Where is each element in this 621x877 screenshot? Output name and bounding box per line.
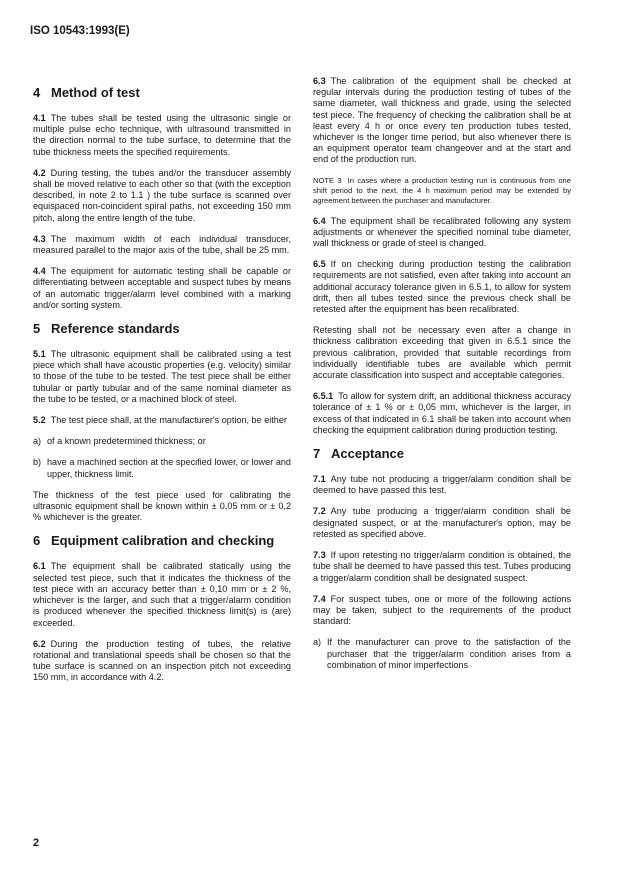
clause-text: The equipment for automatic testing shall be capable or differentiating between acceptable and suspect tubes by means of an automatic trigger/alarm level combined with a marking and/or sorting system. <box>33 266 291 310</box>
clause-number: 4.3 <box>33 233 46 244</box>
section-title: Acceptance <box>331 446 404 462</box>
clause-5-1 <box>33 349 291 405</box>
section-number: 4 <box>33 85 41 100</box>
section-number: 7 <box>313 446 321 462</box>
clause-number: 6.3 <box>313 76 326 86</box>
clause-number: 7.3 <box>313 550 326 561</box>
clause-number: 4.2 <box>33 167 46 178</box>
list-marker: a) <box>33 436 42 447</box>
clause-number: 7.4 <box>313 593 326 604</box>
list-text: If the manufacturer can prove to the satisfaction of the purchaser that the trigger/alarm condition arises from a combination of minor imperfections <box>327 637 571 670</box>
clause-text: To allow for system drift, an additional thickness accuracy tolerance of ± 1 % or ± 0,05 mm, whichever is the larger, in excess of that indicated in 6.1 shall be taken into account when checking the equipment calibration during production testing. <box>313 391 571 435</box>
clause-text: The equipment shall be calibrated statically using the selected test piece, such that it indicates the thickness of the test piece with an accuracy better than ± 0,10 mm or ± 2 %, whichever is the larger, and such that a trigger/alarm condition is produced whenever the specified thickness limit(s) is (are) exceeded. <box>33 561 291 628</box>
clause-4-4 <box>33 266 291 311</box>
section-title: Reference standards <box>51 321 180 337</box>
clause-text: During testing, the tubes and/or the transducer assembly shall be moved relative to each other so that (with the exception described, in note 2 to 1.1 ) the tube surface is scanned over equispaced non-coincident spiral paths, not exceeding 150 mm pitch, along the entire length of the tube. <box>33 167 291 223</box>
page-number: 2 <box>33 837 40 849</box>
clause-6-2 <box>33 639 291 684</box>
list-item-a <box>33 436 291 447</box>
list-item-a <box>313 637 571 671</box>
clause-text: The tubes shall be tested using the ultrasonic single or multiple pulse echo technique, with ultrasound transmitted in the direction normal to the tube surface, to determine that the tube thickness meets the specified requirements. <box>33 113 291 157</box>
list-text: of a known predetermined thickness; or <box>47 436 206 447</box>
clause-text: The calibration of the equipment shall be checked at regular intervals during the production testing of tubes of the same diameter, wall thickness and grade, using the selected test piece. The frequency of checking the calibration shall be at least every 4 h or once every ten production tubes tested, whichever is the longer time period, but also whenever there is an equipment operator team changeover and at the start and end of the production run. <box>313 76 571 165</box>
list-text: have a machined section at the specified lower, or lower and upper, thickness limit. <box>47 457 291 479</box>
left-column <box>33 79 291 694</box>
clause-number: 5.1 <box>33 349 46 360</box>
clause-7-2 <box>313 506 571 540</box>
note-label: NOTE 3 <box>313 175 342 185</box>
clause-text: Any tube producing a trigger/alarm condition shall be designated suspect, or at the manufacturer's option, may be retested as specified above. <box>313 506 571 539</box>
clause-text: If on checking during production testing the calibration requirements are not satisfied, even after taking into account an additional accuracy tolerance given in 6.5.1, to allow for system drift, then all tubes tested since the previous check shall be retested after the equipment has been recalibrated. <box>313 259 571 315</box>
clause-6-3 <box>313 76 571 166</box>
clause-number: 6.5 <box>313 259 326 270</box>
section-title: Equipment calibration and checking <box>51 533 275 549</box>
section-7-heading <box>313 446 571 462</box>
section-5-heading <box>33 321 291 337</box>
page-header-standard: ISO 10543:1993(E) <box>30 25 130 37</box>
clause-text: The equipment shall be recalibrated following any system adjustments or whenever the specified nominal tube diameter, wall thickness or grade of steel is changed. <box>313 215 571 249</box>
clause-4-1 <box>33 113 291 158</box>
clause-6-5-1 <box>313 391 571 436</box>
clause-6-1 <box>33 561 291 628</box>
paragraph-retesting: Retesting shall not be necessary even after a change in thickness calibration exceeding that given in 6.5.1 since the previous calibration, provided that suitable recordings from individually identifiable tubes are available which permit accurate classification into suspect and acceptable categories. <box>313 325 571 381</box>
section-number: 5 <box>33 321 41 337</box>
clause-text: During the production testing of tubes, the relative rotational and translational speeds shall be chosen so that the tube surface is scanned on an inspection pitch not exceeding 150 mm, in accordance with 4.2. <box>33 638 291 683</box>
clause-7-1 <box>313 474 571 496</box>
clause-number: 6.4 <box>313 215 326 226</box>
clause-number: 6.2 <box>33 638 46 649</box>
note-text: In cases where a production testing run is continuous from one shift period to the next, the 4 h maximum period may be extended by agreement between the purchaser and manufacturer. <box>313 175 571 205</box>
clause-text: For suspect tubes, one or more of the following actions may be taken, subject to the requirements of the product standard: <box>313 593 571 627</box>
clause-text: Any tube not producing a trigger/alarm condition shall be deemed to have passed this test. <box>313 474 571 496</box>
clause-number: 6.1 <box>33 561 46 572</box>
section-title: Method of test <box>51 85 140 100</box>
clause-6-4 <box>313 216 571 250</box>
right-column <box>313 76 571 681</box>
list-item-b <box>33 457 291 479</box>
clause-5-2 <box>33 415 291 426</box>
clause-7-4 <box>313 594 571 628</box>
clause-number: 5.2 <box>33 415 46 426</box>
clause-4-2 <box>33 168 291 224</box>
clause-text: The ultrasonic equipment shall be calibrated using a test piece which shall have acoustic properties (e.g. velocity) similar to those of the tube to be tested. The test piece shall be either tubular or partly tubular and of the same nominal diameter as the tube to be tested, or a machined block of steel. <box>33 349 291 404</box>
clause-number: 4.4 <box>33 266 46 277</box>
clause-text: The test piece shall, at the manufacturer's option, be either <box>50 415 287 426</box>
clause-4-3 <box>33 234 291 256</box>
section-4-heading <box>33 85 291 101</box>
note-3 <box>313 176 571 206</box>
clause-number: 7.2 <box>313 506 326 517</box>
clause-number: 6.5.1 <box>313 391 334 402</box>
paragraph-thickness: The thickness of the test piece used for calibrating the ultrasonic equipment shall be known within ± 0,05 mm or ± 0,2 % whichever is the greater. <box>33 489 291 523</box>
clause-text: The maximum width of each individual transducer, measured parallel to the major axis of the tube, shall be 25 mm. <box>33 233 291 256</box>
clause-6-5 <box>313 259 571 315</box>
section-number: 6 <box>33 533 41 549</box>
list-marker: b) <box>33 457 42 468</box>
clause-7-3 <box>313 550 571 584</box>
clause-number: 4.1 <box>33 113 46 123</box>
list-marker: a) <box>313 637 322 648</box>
clause-text: If upon retesting no trigger/alarm condition is obtained, the tube shall be deemed to have passed this test. Tubes producing a trigger/alarm condition shall be designated suspect. <box>313 550 571 583</box>
clause-number: 7.1 <box>313 474 326 485</box>
section-6-heading <box>33 533 291 549</box>
